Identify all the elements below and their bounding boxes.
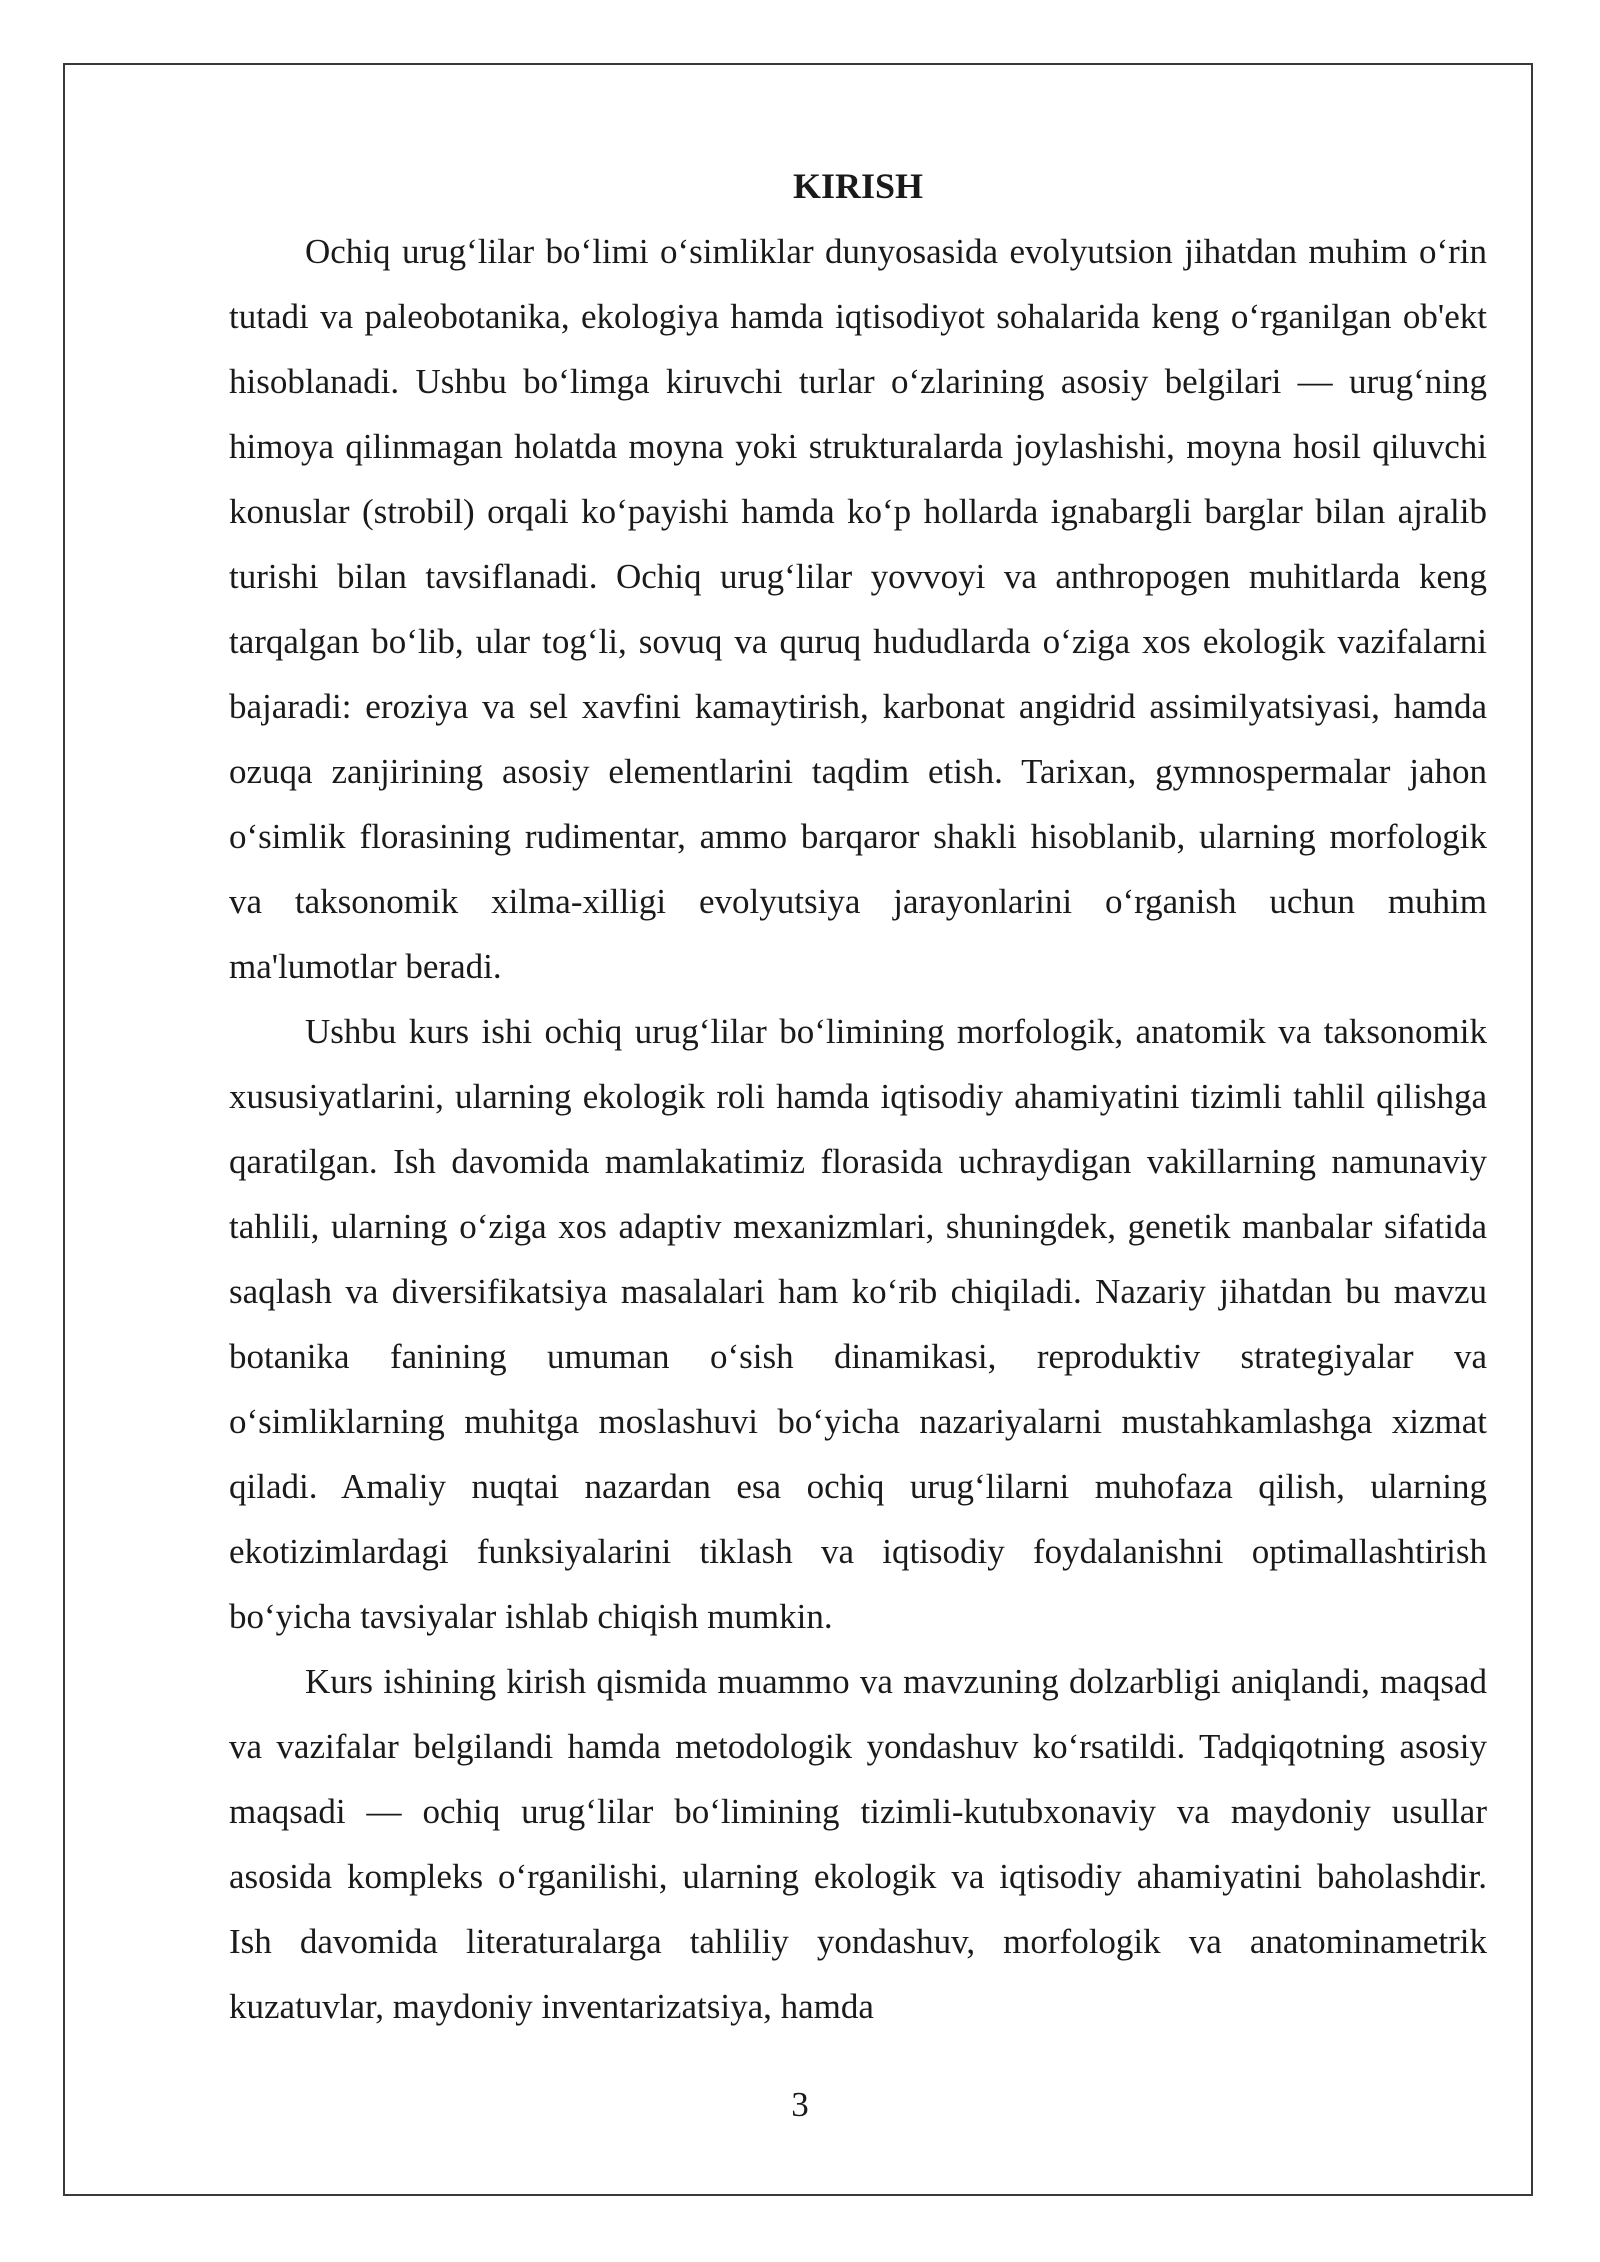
paragraph-2: Ushbu kurs ishi ochiq urug‘lilar bo‘limining morfologik, anatomik va taksonomik xususiyatlarini, ularning ekologik roli hamda iqtisodiy ahamiyatini tizimli tahlil qilishga qaratilgan. Ish davomida mamlakatimiz florasida uchraydigan vakillarning namunaviy tahlili, ularning o‘ziga xos adaptiv mexanizmlari, shuningdek, genetik manbalar sifatida saqlash va diversifikatsiya masalalari ham ko‘rib chiqiladi. Nazariy jihatdan bu mavzu botanika fanining umuman o‘sish dinamikasi, reproduktiv strategiyalar va o‘simliklarning muhitga moslashuvi bo‘yicha nazariyalarni mustahkamlashga xizmat qiladi. Amaliy nuqtai nazardan esa ochiq urug‘lilarni muhofaza qilish, ularning ekotizimlardagi funksiyalarini tiklash va iqtisodiy foydalanishni optimallashtirish bo‘yicha tavsiyalar ishlab chiqish mumkin. bbox=[229, 1012, 1487, 1636]
document-body bbox=[229, 140, 1487, 2039]
paragraph-1: Ochiq urug‘lilar bo‘limi o‘simliklar dunyosasida evolyutsion jihatdan muhim o‘rin tutadi va paleobotanika, ekologiya hamda iqtisodiyot sohalarida keng o‘rganilgan ob'ekt hisoblanadi. Ushbu bo‘limga kiruvchi turlar o‘zlarining asosiy belgilari — urug‘ning himoya qilinmagan holatda moyna yoki strukturalarda joylashishi, moyna hosil qiluvchi konuslar (strobil) orqali ko‘payishi hamda ko‘p hollarda ignabargli barglar bilan ajralib turishi bilan tavsiflanadi. Ochiq urug‘lilar yovvoyi va anthropogen muhitlarda keng tarqalgan bo‘lib, ular tog‘li, sovuq va quruq hududlarda o‘ziga xos ekologik vazifalarni bajaradi: eroziya va sel xavfini kamaytirish, karbonat angidrid assimilyatsiyasi, hamda ozuqa zanjirining asosiy elementlarini taqdim etish. Tarixan, gymnospermalar jahon o‘simlik florasining rudimentar, ammo barqaror shakli hisoblanib, ularning morfologik va taksonomik xilma-xilligi evolyutsiya jarayonlarini o‘rganish uchun muhim ma'lumotlar beradi. bbox=[229, 232, 1487, 986]
paragraph-3: Kurs ishining kirish qismida muammo va mavzuning dolzarbligi aniqlandi, maqsad va vazifalar belgilandi hamda metodologik yondashuv ko‘rsatildi. Tadqiqotning asosiy maqsadi — ochiq urug‘lilar bo‘limining tizimli-kutubxonaviy va maydoniy usullar asosida kompleks o‘rganilishi, ularning ekologik va iqtisodiy ahamiyatini baholashdir. Ish davomida literaturalarga tahliliy yondashuv, morfologik va anatominametrik kuzatuvlar, maydoniy inventarizatsiya, hamda bbox=[229, 1662, 1487, 2026]
page-number: 3 bbox=[791, 2085, 809, 2124]
page-title: KIRISH bbox=[792, 166, 924, 206]
